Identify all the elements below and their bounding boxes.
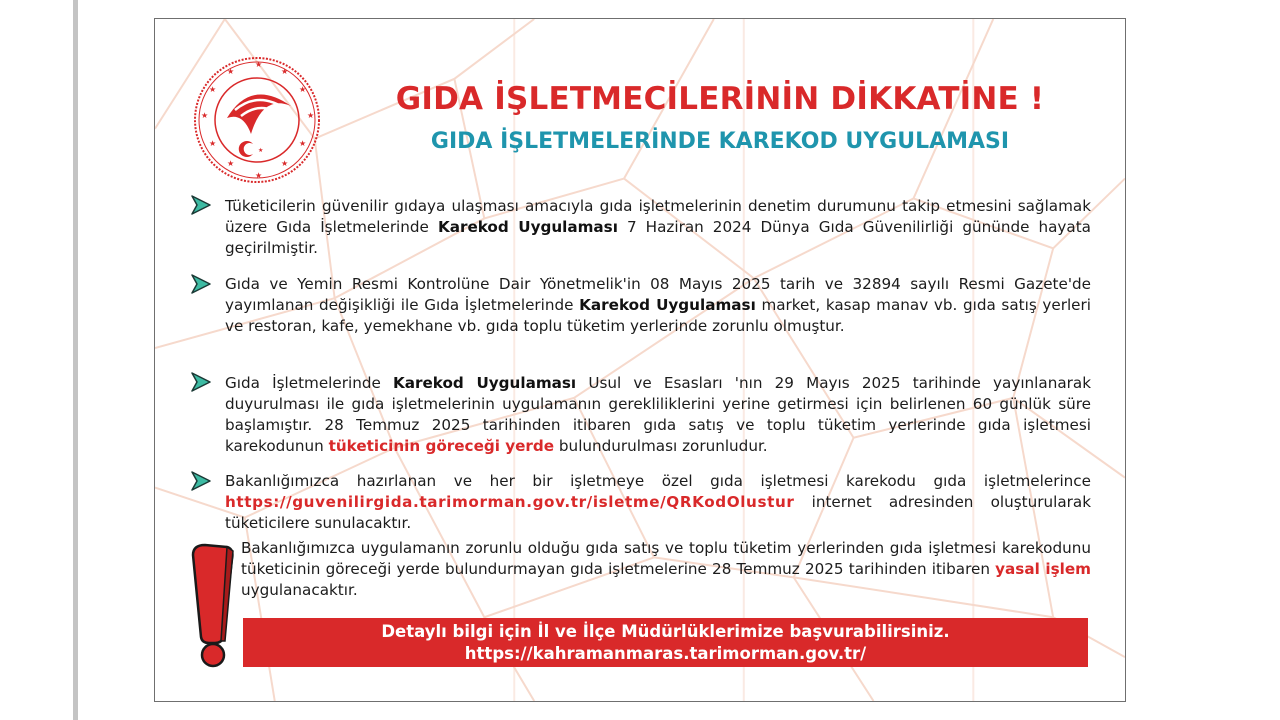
svg-text:★: ★ bbox=[227, 159, 235, 168]
paragraph-1: Tüketicilerin güvenilir gıdaya ulaşması amacıyla gıda işletmelerinin denetim durumunu takip etmesini sağlamak üzere Gıda İşletmelerinde Karekod Uygulaması 7 Haziran 2024 Dünya Gıda Güvenilirliği gününde hayata geçirilmiştir. bbox=[225, 197, 1091, 257]
contact-banner bbox=[243, 618, 1088, 667]
svg-text:★: ★ bbox=[258, 147, 264, 154]
svg-text:★: ★ bbox=[281, 67, 289, 76]
svg-text:★: ★ bbox=[281, 159, 289, 168]
announcement-poster bbox=[154, 18, 1126, 702]
svg-text:★: ★ bbox=[307, 111, 315, 120]
teal-arrow-icon bbox=[189, 469, 213, 493]
svg-text:★: ★ bbox=[255, 171, 263, 180]
paragraph-2: Gıda ve Yemin Resmi Kontrolüne Dair Yönetmelik'in 08 Mayıs 2025 tarih ve 32894 sayılı Resmi Gazete'de yayımlanan değişikliği ile Gıda İşletmelerinde Karekod Uygulaması market, kasap manav vb. gıda satış yerleri ve restoran, kafe, yemekhane vb. gıda toplu tüketim yerlerinde zorunlu olmuştur. bbox=[225, 275, 1091, 335]
exclamation-icon bbox=[187, 541, 237, 669]
poster-subtitle: GIDA İŞLETMELERİNDE KAREKOD UYGULAMASI bbox=[430, 129, 1010, 154]
ministry-seal-icon bbox=[191, 54, 323, 186]
poster-title: GIDA İŞLETMECİLERİNİN DİKKATİNE ! bbox=[395, 81, 1045, 117]
banner-website-link[interactable]: https://kahramanmaras.tarimorman.gov.tr/ bbox=[464, 644, 867, 663]
paragraph-warning: Bakanlığımızca uygulamanın zorunlu olduğu gıda satış ve toplu tüketim yerlerinden gıda işletmesi karekodunu tüketicinin göreceği yerde bulundurmayan gıda işletmelerine 28 Temmuz 2025 tarihinden itibaren yasal işlem uygulanacaktır. bbox=[241, 539, 1091, 599]
highlight-visible-place: tüketicinin göreceği yerde bbox=[328, 437, 555, 455]
svg-text:★: ★ bbox=[209, 139, 217, 148]
svg-text:★: ★ bbox=[255, 60, 263, 69]
highlight-legal-action: yasal işlem bbox=[995, 560, 1091, 578]
svg-text:★: ★ bbox=[299, 139, 307, 148]
svg-text:★: ★ bbox=[201, 111, 209, 120]
svg-text:★: ★ bbox=[209, 85, 217, 94]
teal-arrow-icon bbox=[189, 272, 213, 296]
svg-text:★: ★ bbox=[227, 67, 235, 76]
page-edge-rule bbox=[73, 0, 78, 720]
teal-arrow-icon bbox=[189, 193, 213, 217]
svg-text:★: ★ bbox=[299, 85, 307, 94]
qr-code-generator-link[interactable]: https://guvenilirgida.tarimorman.gov.tr/isletme/QRKodOlustur bbox=[225, 493, 795, 511]
teal-arrow-icon bbox=[189, 370, 213, 394]
paragraph-4: Bakanlığımızca hazırlanan ve her bir işletmeye özel gıda işletmesi karekodu gıda işletmelerince https://guvenilirgida.tarimorman.gov.tr/isletme/QRKodOlustur internet adresinden oluşturularak tüketicilere sunulacaktır. bbox=[225, 472, 1091, 532]
paragraph-3: Gıda İşletmelerinde Karekod Uygulaması Usul ve Esasları 'nın 29 Mayıs 2025 tarihinde yayınlanarak duyurulması ile gıda işletmelerinin uygulamanın gerekliliklerini yerine getirmesi için belirlenen 60 günlük süre başlamıştır. 28 Temmuz 2025 tarihinden itibaren gıda satış ve toplu tüketim yerlerinde gıda işletmesi karekodunun tüketicinin göreceği yerde bulundurulması zorunludur. bbox=[225, 374, 1091, 455]
banner-info-text: Detaylı bilgi için İl ve İlçe Müdürlüklerimize başvurabilirsiniz. bbox=[381, 622, 950, 641]
